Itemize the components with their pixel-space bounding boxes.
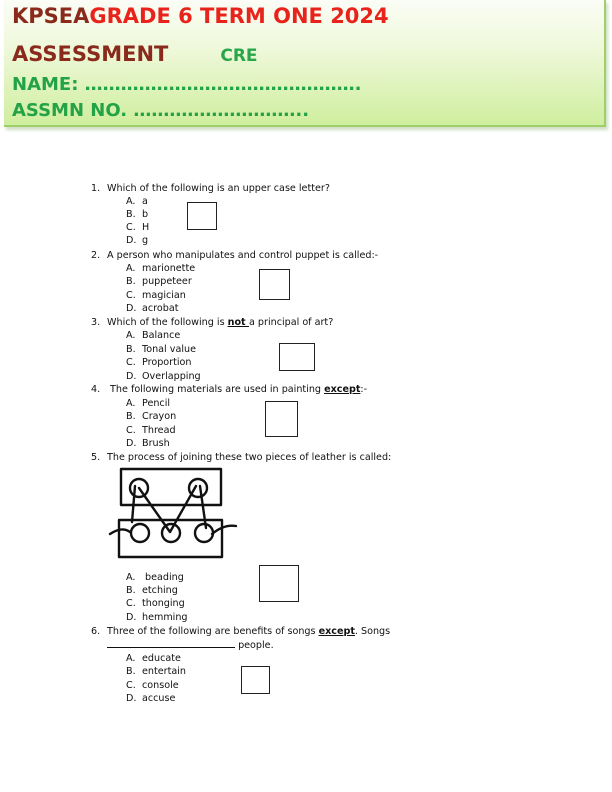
stitch-hole: [162, 524, 180, 542]
question-6-line2: [107, 639, 274, 652]
question-text: Which of the following is an upper case letter?: [107, 183, 330, 194]
option: [126, 371, 201, 383]
option-text: Proportion: [142, 357, 192, 368]
assessment-line: [12, 42, 258, 66]
answer-box-q4[interactable]: [265, 401, 298, 437]
option-letter: C.: [126, 290, 136, 301]
option-letter: D.: [126, 303, 137, 314]
option: [126, 411, 176, 423]
option-text: Brush: [142, 438, 170, 449]
option: [126, 196, 148, 208]
question-emphasis: not: [227, 317, 249, 328]
option: [126, 344, 196, 356]
option-letter: C.: [126, 425, 136, 436]
option-letter: D.: [126, 612, 137, 623]
option-letter: C.: [126, 357, 136, 368]
question-emphasis: except: [318, 626, 355, 637]
exam-title: [12, 4, 389, 28]
option-letter: A.: [126, 653, 136, 664]
assessment-label: ASSESSMENT: [12, 42, 169, 66]
option: [126, 693, 175, 705]
question-5: [91, 452, 391, 464]
option-text: g: [142, 235, 149, 246]
option-letter: C.: [126, 598, 136, 609]
option-letter: D.: [126, 235, 137, 246]
option: [126, 263, 195, 275]
option: [126, 572, 184, 584]
option: [126, 222, 149, 234]
option-text: accuse: [142, 693, 176, 704]
name-field[interactable]: NAME: ……………………………………….: [12, 74, 362, 95]
header-banner: [4, 0, 606, 127]
leather-thonging-drawing: [108, 464, 238, 564]
option-letter: B.: [126, 276, 136, 287]
question-4: [91, 384, 367, 396]
option-letter: A.: [126, 572, 136, 583]
option: [126, 585, 178, 597]
option-letter: A.: [126, 196, 136, 207]
question-text: The following materials are used in painting: [107, 384, 325, 395]
option: [126, 612, 188, 624]
option-letter: B.: [126, 344, 136, 355]
kpsea-label: KPSEA: [12, 4, 90, 28]
stitch-hole: [195, 524, 213, 542]
option-text: a: [142, 196, 148, 207]
answer-box-q3[interactable]: [279, 343, 315, 371]
option-letter: B.: [126, 585, 136, 596]
question-number: 4.: [91, 384, 101, 395]
question-3: [91, 317, 333, 329]
question-text: The process of joining these two pieces of leather is called:: [107, 452, 392, 463]
option-text: Tonal value: [142, 344, 196, 355]
option-text: etching: [142, 585, 178, 596]
answer-box-q2[interactable]: [259, 269, 290, 300]
option-text: b: [142, 209, 149, 220]
option-text: entertain: [142, 666, 186, 677]
stitch-hole: [131, 524, 149, 542]
answer-box-q5[interactable]: [259, 565, 299, 602]
question-number: 3.: [91, 317, 101, 328]
answer-box-q1[interactable]: [187, 202, 217, 230]
question-number: 5.: [91, 452, 101, 463]
assmn-number-field[interactable]: ASSMN NO. ………………………..: [12, 100, 310, 121]
option-letter: B.: [126, 209, 136, 220]
option-letter: D.: [126, 693, 137, 704]
option-text: H: [142, 222, 150, 233]
option-text: Pencil: [142, 398, 171, 409]
option: [126, 653, 181, 665]
question-6: [91, 626, 390, 638]
option-letter: C.: [126, 680, 136, 691]
option-text: Balance: [142, 330, 181, 341]
option-text: console: [142, 680, 179, 691]
option: [126, 398, 170, 410]
option-text: Overlapping: [142, 371, 201, 382]
question-number: 1.: [91, 183, 101, 194]
option-letter: B.: [126, 411, 136, 422]
option-letter: A.: [126, 330, 136, 341]
option-letter: D.: [126, 438, 137, 449]
option-text: marionette: [142, 263, 196, 274]
question-2: [91, 250, 378, 262]
question-text: people.: [238, 640, 274, 651]
option-text: puppeteer: [142, 276, 192, 287]
question-text: :-: [360, 384, 368, 395]
option: [126, 425, 176, 437]
option-text: magician: [142, 290, 186, 301]
option-text: thonging: [142, 598, 185, 609]
option-letter: A.: [126, 263, 136, 274]
question-text: A person who manipulates and control puppet is called:-: [107, 250, 379, 261]
answer-box-q6[interactable]: [241, 666, 270, 694]
lacing-thong: [110, 486, 236, 534]
fill-in-blank[interactable]: [107, 639, 235, 648]
option-letter: D.: [126, 371, 137, 382]
option: [126, 276, 192, 288]
option: [126, 666, 186, 678]
question-number: 2.: [91, 250, 101, 261]
option-text: hemming: [142, 612, 188, 623]
option: [126, 303, 179, 315]
question-text: Which of the following is: [107, 317, 228, 328]
option-text: educate: [142, 653, 181, 664]
option: [126, 330, 180, 342]
question-text: a principal of art?: [248, 317, 334, 328]
option-text: beading: [142, 572, 184, 583]
option-letter: B.: [126, 666, 136, 677]
question-emphasis: except: [324, 384, 361, 395]
option: [126, 438, 170, 450]
question-text: . Songs: [354, 626, 391, 637]
option: [126, 235, 148, 247]
grade-term-label: GRADE 6 TERM ONE 2024: [89, 4, 389, 28]
option: [126, 357, 192, 369]
question-text: Three of the following are benefits of songs: [107, 626, 319, 637]
option-letter: C.: [126, 222, 136, 233]
option: [126, 209, 148, 221]
question-1: [91, 183, 330, 195]
option-text: acrobat: [142, 303, 179, 314]
option-text: Crayon: [142, 411, 177, 422]
subject-label: CRE: [220, 46, 258, 66]
option: [126, 598, 185, 610]
option: [126, 680, 179, 692]
option: [126, 290, 186, 302]
option-text: Thread: [142, 425, 176, 436]
option-letter: A.: [126, 398, 136, 409]
question-number: 6.: [91, 626, 101, 637]
